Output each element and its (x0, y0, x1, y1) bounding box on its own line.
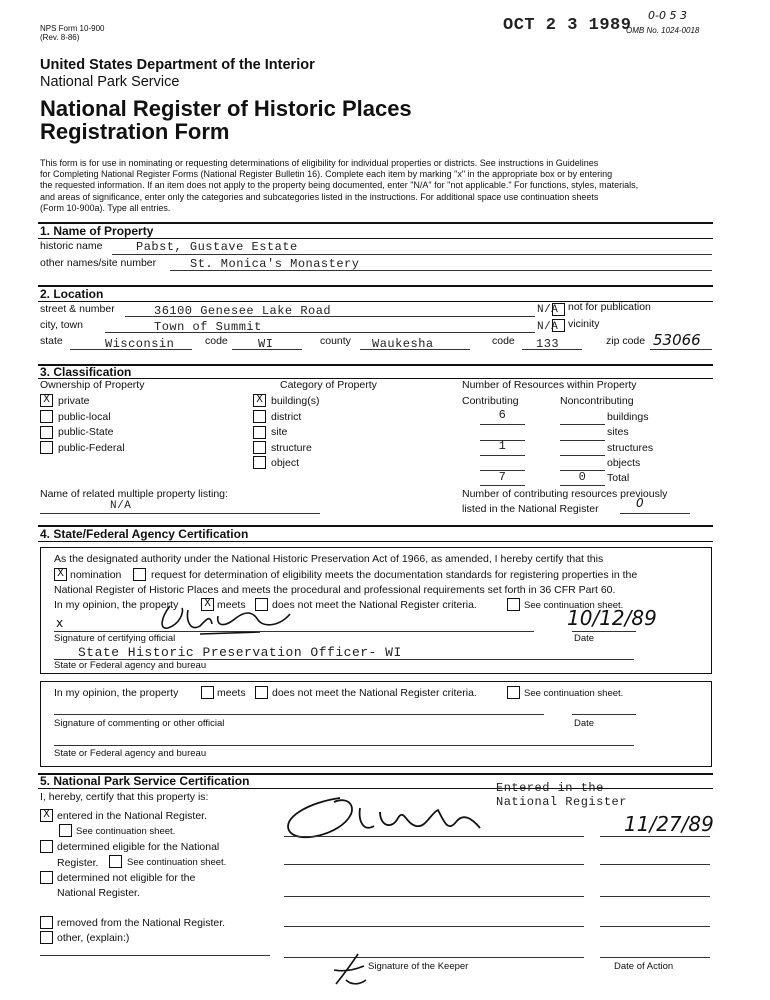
see-continuation-checkbox[interactable] (507, 598, 520, 611)
underline (560, 424, 605, 425)
category-district-label: district (271, 411, 302, 423)
determined-eligible-label: determined eligible for the National (57, 841, 220, 853)
determined-not-eligible-checkbox[interactable] (40, 871, 53, 884)
keeper-initials-mark (330, 950, 370, 990)
instructions (40, 158, 638, 214)
state-value: Wisconsin (105, 337, 175, 351)
determined-not-eligible-label: National Register. (57, 887, 140, 899)
instructions-line: (Form 10-900a). Type all entries. (40, 202, 171, 213)
not-for-publication-label: not for publication (568, 301, 651, 313)
signature-label: Signature of certifying official (54, 633, 176, 644)
entered-stamp-line1: Entered in the (496, 781, 604, 795)
resource-row-label: sites (607, 426, 629, 438)
underline (572, 714, 636, 715)
underline (54, 745, 634, 746)
zip-code-label: zip code (606, 335, 646, 347)
underline (600, 864, 710, 865)
see-continuation-checkbox[interactable] (507, 686, 520, 699)
contributing-structures: 1 (498, 439, 507, 453)
underline (105, 332, 535, 333)
noncontributing-label: Noncontributing (560, 395, 634, 407)
underline (284, 957, 584, 958)
resources-heading: Number of Resources within Property (462, 379, 637, 391)
opinion-label: In my opinion, the property (54, 599, 179, 611)
underline (40, 513, 320, 514)
historic-name-value: Pabst, Gustave Estate (136, 240, 298, 254)
category-building-label: building(s) (271, 395, 320, 407)
category-object-label: object (271, 457, 300, 469)
category-district-checkbox[interactable] (253, 410, 266, 423)
underline (560, 485, 605, 486)
instructions-line: for Completing National Register Forms (National Register Bulletin 16). Complete each item by marking "x" in the appropriate box or by entering (40, 169, 613, 180)
instructions-line: This form is for use in nominating or requesting determinations of eligibility for individual properties or districts. See instructions in Guidelines (40, 158, 599, 168)
section3-heading: 3. Classification (40, 365, 132, 379)
does-not-meet-label: does not meet the National Register criteria. (272, 687, 477, 699)
meets-label: meets (217, 687, 246, 699)
multiple-property-value: N/A (110, 500, 132, 512)
resource-row-label: structures (607, 442, 654, 454)
underline (284, 864, 584, 865)
request-checkbox[interactable] (133, 568, 146, 581)
resource-row-label: buildings (607, 411, 649, 423)
certification-text: As the designated authority under the National Historic Preservation Act of 1966, as amended, I hereby certify that this (54, 553, 604, 565)
agency-label: State or Federal agency and bureau (54, 748, 207, 759)
street-label: street & number (40, 303, 115, 315)
form-number: NPS Form 10-900 (40, 24, 105, 33)
determined-not-eligible-label: determined not eligible for the (57, 872, 196, 884)
does-not-meet-checkbox[interactable] (255, 686, 268, 699)
underline (54, 631, 534, 632)
entered-stamp-line2: National Register (496, 795, 627, 809)
multiple-property-label: Name of related multiple property listing: (40, 488, 228, 500)
category-site-label: site (271, 426, 288, 438)
category-structure-label: structure (271, 442, 312, 454)
rule (38, 238, 713, 239)
underline (360, 349, 470, 350)
does-not-meet-label: does not meet the National Register criteria. (272, 599, 477, 611)
section1-heading: 1. Name of Property (40, 224, 154, 238)
keeper-date-value: 11/27/89 (624, 812, 714, 836)
county-code-value: 133 (536, 337, 560, 351)
see-continuation-checkbox[interactable] (59, 824, 72, 837)
underline (232, 349, 302, 350)
underline (480, 455, 525, 456)
not-for-publication-checkbox[interactable] (552, 303, 565, 316)
ownership-heading: Ownership of Property (40, 379, 145, 391)
meets-checkbox[interactable]: X (201, 598, 214, 611)
rule (38, 285, 713, 287)
received-date-stamp: OCT 2 3 1989 (503, 16, 632, 35)
underline (600, 836, 710, 837)
form-title-line2: Registration Form (40, 119, 230, 144)
historic-name-label: historic name (40, 240, 103, 252)
certification-date-value: 10/12/89 (567, 606, 657, 630)
service-name: National Park Service (40, 74, 180, 90)
underline (112, 254, 712, 255)
underline (600, 896, 710, 897)
underline (54, 714, 544, 715)
underline (480, 485, 525, 486)
underline (480, 424, 525, 425)
agency-label: State or Federal agency and bureau (54, 660, 207, 671)
previously-listed-label: Number of contributing resources previously (462, 488, 668, 500)
contributing-label: Contributing (462, 395, 519, 407)
ownership-public-federal-checkbox[interactable] (40, 441, 53, 454)
ownership-private-label: private (58, 395, 90, 407)
date-label: Date (574, 718, 595, 729)
county-value: Waukesha (372, 337, 434, 351)
meets-checkbox[interactable] (201, 686, 214, 699)
underline (522, 349, 582, 350)
contributing-total: 7 (498, 470, 507, 484)
determined-eligible-checkbox[interactable] (40, 840, 53, 853)
city-label: city, town (40, 319, 83, 331)
other-label: other, (explain:) (57, 932, 130, 944)
removed-checkbox[interactable] (40, 916, 53, 929)
form-title-line1: National Register of Historic Places (40, 96, 412, 121)
underline (70, 349, 192, 350)
category-building-checkbox[interactable]: X (253, 394, 266, 407)
underline (650, 349, 712, 350)
underline (600, 926, 710, 927)
underline (284, 926, 584, 927)
see-continuation-label: See continuation sheet. (524, 688, 624, 699)
opinion-label: In my opinion, the property (54, 687, 179, 699)
rule (38, 364, 713, 366)
see-continuation-label: See continuation sheet. (76, 826, 176, 837)
category-site-checkbox[interactable] (253, 426, 266, 439)
ownership-private-checkbox[interactable]: X (40, 394, 53, 407)
nomination-label: nomination (70, 569, 122, 581)
nomination-checkbox[interactable]: X (54, 568, 67, 581)
underline (40, 955, 270, 956)
request-label: request for determination of eligibility meets the documentation standards for registering properties in the (151, 569, 638, 581)
other-checkbox[interactable] (40, 931, 53, 944)
underline (284, 836, 584, 837)
underline (170, 270, 712, 271)
certification-text: National Register of Historic Places and meets the procedural and professional requirements set forth in 36 CFR Part 60. (54, 584, 616, 596)
removed-label: removed from the National Register. (57, 917, 226, 929)
underline (284, 896, 584, 897)
state-code-value: WI (258, 337, 274, 351)
form-revision: (Rev. 8-86) (40, 33, 80, 42)
category-object-checkbox[interactable] (253, 456, 266, 469)
underline (560, 455, 605, 456)
section4-heading: 4. State/Federal Agency Certification (40, 527, 249, 541)
meets-label: meets (217, 599, 246, 611)
section5-heading: 5. National Park Service Certification (40, 774, 250, 788)
ownership-public-local-label: public-local (58, 411, 111, 423)
street-value: 36100 Genesee Lake Road (154, 304, 332, 318)
zip-code-value: 53066 (653, 331, 701, 349)
ownership-public-state-checkbox[interactable] (40, 426, 53, 439)
underline (600, 957, 710, 958)
city-value: Town of Summit (154, 320, 262, 334)
signature-x-mark: x (56, 616, 64, 630)
underline (125, 316, 535, 317)
contributing-buildings: 6 (498, 408, 507, 422)
underline (620, 513, 690, 514)
vicinity-label: vicinity (568, 318, 600, 330)
commenting-signature-label: Signature of commenting or other official (54, 718, 225, 729)
instructions-line: the requested information. If an item does not apply to the property being documented, enter "N/A" for "not applicable." For functions, styles, materials, (40, 180, 639, 191)
previously-listed-value: 0 (636, 496, 644, 510)
corner-note: 0-0 5 3 (648, 9, 687, 22)
vicinity-mark: N/A (537, 321, 559, 333)
see-continuation-checkbox[interactable] (109, 855, 122, 868)
underline (560, 440, 605, 441)
omb-number: OMB No. 1024-0018 (626, 26, 700, 35)
instructions-line: and areas of significance, enter only the categories and subcategories listed in the instructions. For additional space use continuation sheets (40, 191, 599, 202)
ownership-public-local-checkbox[interactable] (40, 410, 53, 423)
category-structure-checkbox[interactable] (253, 441, 266, 454)
noncontributing-total: 0 (578, 470, 587, 484)
resource-row-label: objects (607, 457, 641, 469)
ownership-public-federal-label: public-Federal (58, 442, 125, 454)
state-label: state (40, 335, 63, 347)
section2-heading: 2. Location (40, 287, 104, 301)
see-continuation-label: See continuation sheet. (127, 857, 227, 868)
rule (38, 541, 713, 542)
keeper-signature (270, 788, 500, 848)
other-names-value: St. Monica's Monastery (190, 257, 360, 271)
certifying-official-signature (140, 598, 320, 638)
certifying-agency-value: State Historic Preservation Officer- WI (78, 645, 402, 660)
other-names-label: other names/site number (40, 257, 157, 269)
keeper-signature-label: Signature of the Keeper (368, 961, 469, 972)
see-continuation-label: See continuation sheet. (524, 600, 624, 611)
date-label: Date (574, 633, 595, 644)
date-of-action-label: Date of Action (614, 961, 674, 972)
entered-checkbox[interactable]: X (40, 809, 53, 822)
vicinity-checkbox[interactable] (552, 319, 565, 332)
county-label: county (320, 335, 351, 347)
category-heading: Category of Property (280, 379, 377, 391)
ownership-public-state-label: public-State (58, 426, 114, 438)
underline (572, 631, 636, 632)
not-for-publication-mark: N/A (537, 304, 559, 316)
certify-intro: I, hereby, certify that this property is: (40, 791, 209, 803)
department-name: United States Department of the Interior (40, 57, 315, 73)
county-code-label: code (492, 335, 515, 347)
previously-listed-label: listed in the National Register (462, 503, 599, 515)
determined-eligible-label: Register. (57, 857, 99, 869)
state-code-label: code (205, 335, 228, 347)
resource-row-label: Total (607, 472, 630, 484)
entered-label: entered in the National Register. (57, 810, 208, 822)
